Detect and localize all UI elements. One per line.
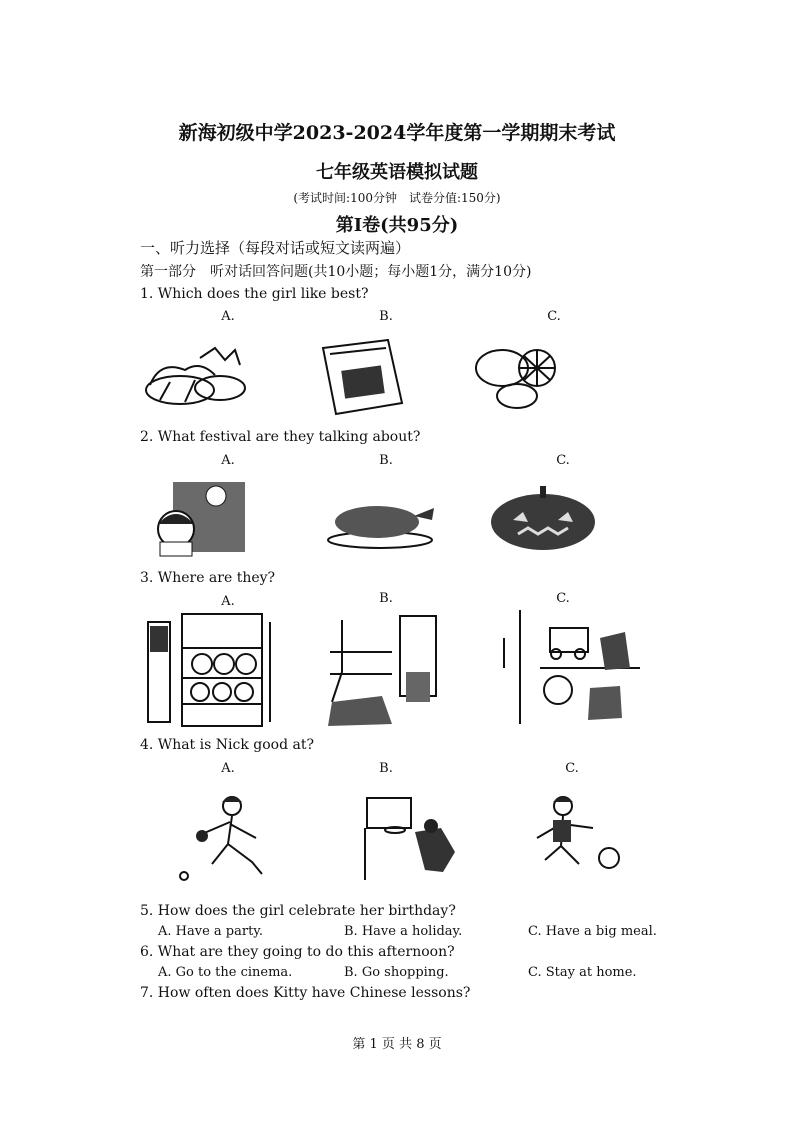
vegetables-image <box>140 340 260 415</box>
exam-title: 新海初级中学2023-2024学年度第一学期期末考试 <box>178 122 616 144</box>
answer-6a: A. Go to the cinema. <box>158 965 293 980</box>
question-4: 4. What is Nick good at? <box>140 737 314 753</box>
option-2c: C. <box>556 453 570 468</box>
option-3c: C. <box>556 591 570 606</box>
meat-package-image <box>318 338 406 418</box>
answer-6b: B. Go shopping. <box>344 965 449 980</box>
shoe-shop-image <box>322 612 452 728</box>
option-4a: A. <box>221 761 235 776</box>
question-2: 2. What festival are they talking about? <box>140 429 421 445</box>
question-6: 6. What are they going to do this afternoon? <box>140 944 455 960</box>
option-4b: B. <box>379 761 393 776</box>
moon-festival-image <box>148 474 248 559</box>
boy-bowling-image <box>172 794 292 884</box>
question-3: 3. Where are they? <box>140 570 276 586</box>
exam-meta: (考试时间:100分钟 试卷分值:150分) <box>293 191 501 205</box>
exam-subtitle: 七年级英语模拟试题 <box>316 162 478 183</box>
sports-shop-image <box>142 612 277 728</box>
toy-shop-image <box>490 608 640 726</box>
basketball-image <box>355 792 465 882</box>
question-5: 5. How does the girl celebrate her birthday? <box>140 903 456 919</box>
option-1c: C. <box>547 309 561 324</box>
option-1a: A. <box>221 309 235 324</box>
question-7: 7. How often does Kitty have Chinese lessons? <box>140 985 471 1001</box>
lemons-image <box>472 338 567 416</box>
pumpkin-image <box>488 482 598 552</box>
answer-5c: C. Have a big meal. <box>528 924 657 939</box>
option-4c: C. <box>565 761 579 776</box>
roast-turkey-image <box>322 492 440 552</box>
option-3a: A. <box>221 594 235 609</box>
answer-5b: B. Have a holiday. <box>344 924 463 939</box>
answer-5a: A. Have a party. <box>158 924 264 939</box>
section-heading: 一、听力选择（每段对话或短文读两遍） <box>140 239 411 257</box>
option-2b: B. <box>379 453 393 468</box>
question-1: 1. Which does the girl like best? <box>140 286 369 302</box>
option-2a: A. <box>221 453 235 468</box>
boy-soccer-image <box>515 794 625 886</box>
option-1b: B. <box>379 309 393 324</box>
page-footer: 第 1 页 共 8 页 <box>352 1037 442 1052</box>
part-heading: 第一部分 听对话回答问题(共10小题；每小题1分，满分10分) <box>140 264 532 280</box>
volume-heading: 第Ⅰ卷(共95分) <box>335 215 459 236</box>
answer-6c: C. Stay at home. <box>528 965 637 980</box>
option-3b: B. <box>379 591 393 606</box>
